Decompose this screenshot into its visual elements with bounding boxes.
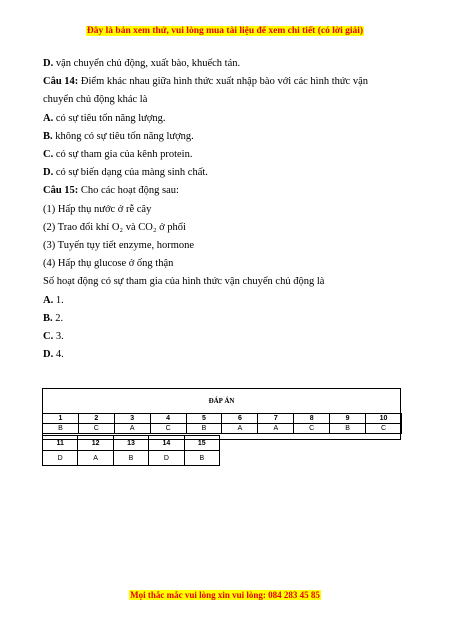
answer-cell: B bbox=[330, 424, 366, 434]
answer-cell: C bbox=[78, 424, 114, 434]
answer-key-title: ĐÁP ÁN bbox=[208, 397, 235, 405]
question-number-cell: 11 bbox=[43, 436, 78, 451]
line-text: Cho các hoạt động sau: bbox=[78, 185, 179, 197]
question-number-cell: 7 bbox=[258, 414, 294, 424]
answer-cell: B bbox=[184, 451, 219, 466]
question-number-cell: 6 bbox=[222, 414, 258, 424]
text-line bbox=[43, 292, 413, 310]
answer-cell: A bbox=[222, 424, 258, 434]
line-text: (1) Hấp thụ nước ở rễ cây bbox=[43, 203, 152, 215]
line-label: D. bbox=[43, 58, 54, 69]
text-line bbox=[43, 237, 413, 255]
line-label: B. bbox=[43, 130, 53, 142]
line-label: D. bbox=[43, 349, 54, 361]
line-label: C. bbox=[43, 331, 54, 343]
line-text: 3. bbox=[53, 331, 64, 343]
text-line bbox=[43, 219, 413, 237]
text-line bbox=[43, 110, 413, 128]
text-line bbox=[43, 128, 413, 146]
line-label: Câu 14: bbox=[43, 76, 79, 88]
line-label: D. bbox=[43, 167, 54, 179]
question-number-cell: 15 bbox=[184, 436, 219, 451]
answer-cell: B bbox=[43, 424, 79, 434]
contact-footer bbox=[0, 590, 450, 600]
line-text: 4. bbox=[53, 349, 64, 361]
line-label: Câu 15: bbox=[43, 185, 79, 197]
answer-cell: A bbox=[78, 451, 113, 466]
question-number-cell: 8 bbox=[294, 414, 330, 424]
text-line bbox=[43, 91, 413, 109]
answer-cell: D bbox=[43, 451, 78, 466]
question-number-cell: 1 bbox=[43, 414, 79, 424]
line-text: (4) Hấp thụ glucose ở ống thận bbox=[43, 258, 174, 270]
line-text: chuyển chủ động khác là bbox=[43, 94, 148, 106]
text-line bbox=[43, 164, 413, 182]
line-text: Điểm khác nhau giữa hình thức xuất nhập bào với các hình thức vận bbox=[78, 76, 369, 88]
text-line bbox=[43, 55, 413, 73]
line-text: có sự tiêu tốn năng lượng. bbox=[53, 112, 166, 124]
line-text: (3) Tuyến tụy tiết enzyme, hormone bbox=[43, 240, 195, 252]
text-line bbox=[43, 255, 413, 273]
text-line bbox=[43, 346, 413, 364]
answer-cell: C bbox=[366, 424, 402, 434]
line-text: không có sự tiêu tốn năng lượng. bbox=[52, 130, 194, 142]
line-text: vận chuyển chủ động, xuất bào, khuếch tán. bbox=[53, 58, 241, 69]
question-number-cell: 3 bbox=[114, 414, 150, 424]
answer-cell: A bbox=[114, 424, 150, 434]
answer-cell: C bbox=[294, 424, 330, 434]
line-text: (2) Trao đổi khí O₂ và CO₂ ở phổi bbox=[43, 221, 186, 233]
question-number-cell: 12 bbox=[78, 436, 113, 451]
question-number-cell: 4 bbox=[150, 414, 186, 424]
line-label: C. bbox=[43, 149, 54, 161]
answer-cell: B bbox=[186, 424, 222, 434]
line-text: 1. bbox=[53, 294, 64, 306]
text-line bbox=[43, 146, 413, 164]
question-number-cell: 13 bbox=[113, 436, 148, 451]
contact-footer-text: Mọi thắc mắc vui lòng xin vui lòng: 084 283 45 85 bbox=[130, 590, 320, 600]
answer-cell: B bbox=[113, 451, 148, 466]
answer-cell: A bbox=[258, 424, 294, 434]
text-line bbox=[43, 182, 413, 200]
line-label: A. bbox=[43, 112, 54, 124]
question-number-cell: 14 bbox=[149, 436, 184, 451]
answer-cell: D bbox=[149, 451, 184, 466]
question-number-cell: 5 bbox=[186, 414, 222, 424]
line-text: có sự biến dạng của màng sinh chất. bbox=[53, 167, 208, 179]
preview-banner-text: Đây là bản xem thử, vui lòng mua tài liệu để xem chi tiết (có lời giải) bbox=[86, 26, 364, 36]
text-line bbox=[43, 73, 413, 91]
text-line bbox=[43, 201, 413, 219]
preview-banner bbox=[0, 26, 450, 36]
question-number-cell: 2 bbox=[78, 414, 114, 424]
answer-table-row1 bbox=[42, 413, 402, 434]
text-line bbox=[43, 328, 413, 346]
line-label: A. bbox=[43, 294, 54, 306]
answer-cell: C bbox=[150, 424, 186, 434]
question-content bbox=[43, 55, 413, 364]
answer-table-row2 bbox=[42, 435, 220, 466]
line-text: có sự tham gia của kênh protein. bbox=[53, 149, 193, 161]
question-number-cell: 10 bbox=[366, 414, 402, 424]
line-label: B. bbox=[43, 312, 53, 324]
line-text: Số hoạt động có sự tham gia của hình thức vận chuyển chủ động là bbox=[43, 276, 325, 288]
text-line bbox=[43, 310, 413, 328]
text-line bbox=[43, 273, 413, 291]
question-number-cell: 9 bbox=[330, 414, 366, 424]
line-text: 2. bbox=[52, 312, 64, 324]
